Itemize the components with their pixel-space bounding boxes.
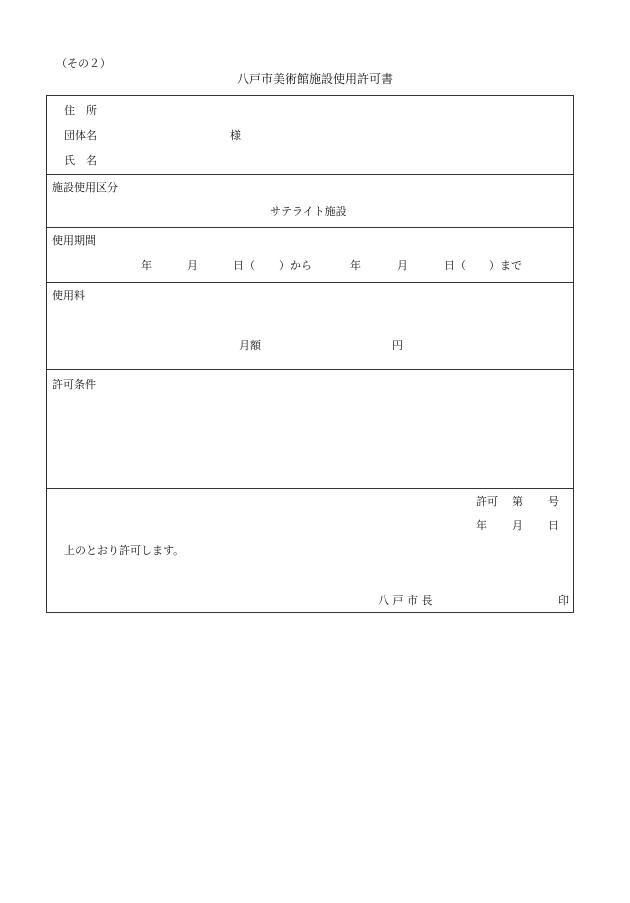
facility-value: サテライト施設 xyxy=(270,205,347,218)
period-start-paren: ）から xyxy=(279,259,312,272)
divider-conditions xyxy=(47,488,573,489)
period-end-year: 年 xyxy=(350,259,361,272)
divider-period xyxy=(47,282,573,283)
period-end-day: 日（ xyxy=(444,259,466,272)
conditions-label: 許可条件 xyxy=(52,378,96,391)
address-label: 住 所 xyxy=(64,104,97,117)
permit-form-table xyxy=(46,95,574,613)
divider-applicant xyxy=(47,174,573,175)
approval-day: 日 xyxy=(548,519,559,532)
approval-year: 年 xyxy=(476,519,487,532)
honorific-sama: 様 xyxy=(230,129,241,142)
name-label: 氏 名 xyxy=(64,154,97,167)
form-title: 八戸市美術館施設使用許可書 xyxy=(237,72,394,86)
divider-facility xyxy=(47,227,573,228)
form-number: （その２） xyxy=(56,57,111,70)
period-label: 使用期間 xyxy=(52,234,96,247)
fee-label: 使用料 xyxy=(52,289,85,302)
facility-label: 施設使用区分 xyxy=(52,181,118,194)
monthly-label: 月額 xyxy=(239,339,261,352)
permit-number-label: 第 xyxy=(512,495,523,508)
period-start-year: 年 xyxy=(141,259,152,272)
divider-fee xyxy=(47,369,573,370)
mayor-label: 八 戸 市 長 xyxy=(378,594,433,607)
group-name-label: 団体名 xyxy=(64,129,97,142)
permit-label: 許可 xyxy=(476,495,498,508)
seal-label: 印 xyxy=(558,594,569,607)
period-start-month: 月 xyxy=(187,259,198,272)
period-end-paren: ）まで xyxy=(489,259,522,272)
period-start-day: 日（ xyxy=(233,259,255,272)
approval-month: 月 xyxy=(512,519,523,532)
yen-label: 円 xyxy=(392,339,403,352)
permit-number-suffix: 号 xyxy=(548,495,559,508)
approval-statement: 上のとおり許可します。 xyxy=(64,544,185,557)
period-end-month: 月 xyxy=(397,259,408,272)
